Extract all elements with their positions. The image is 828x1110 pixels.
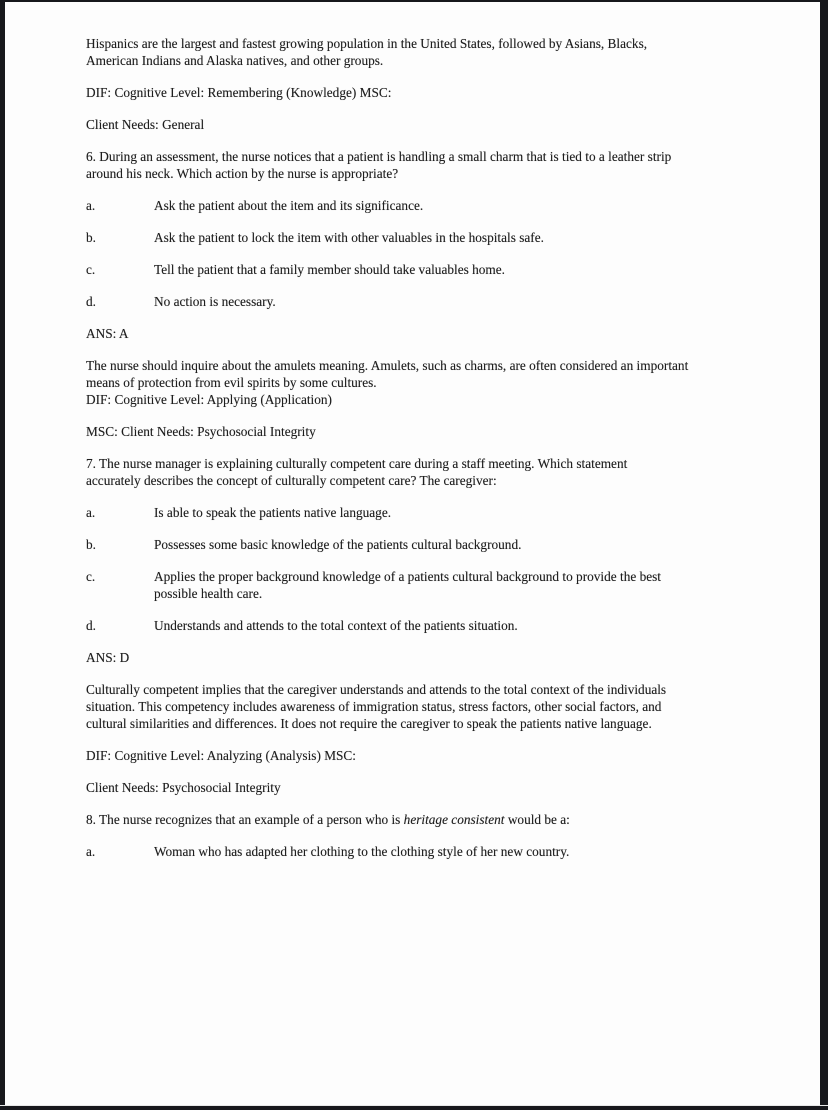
option-letter: b. bbox=[86, 230, 96, 245]
paragraph bbox=[86, 681, 754, 732]
paragraph bbox=[86, 116, 754, 133]
paragraph bbox=[86, 357, 754, 408]
answer-key bbox=[86, 649, 754, 666]
text-line: Ask the patient about the item and its significance. bbox=[154, 198, 424, 213]
text-line: ANS: D bbox=[86, 650, 130, 665]
option-text bbox=[154, 617, 754, 634]
answer-option bbox=[86, 504, 754, 521]
paragraph bbox=[86, 747, 754, 764]
text-line: American Indians and Alaska natives, and other groups. bbox=[86, 53, 384, 68]
text-line: accurately describes the concept of culturally competent care? The caregiver: bbox=[86, 473, 497, 488]
text-line: DIF: Cognitive Level: Analyzing (Analysis) MSC: bbox=[86, 748, 356, 763]
text-line: No action is necessary. bbox=[154, 294, 276, 309]
text-line: DIF: Cognitive Level: Remembering (Knowledge) MSC: bbox=[86, 85, 392, 100]
answer-option bbox=[86, 568, 754, 602]
option-letter: a. bbox=[86, 844, 96, 859]
answer-option bbox=[86, 261, 754, 278]
option-text bbox=[154, 261, 754, 278]
text-line: Client Needs: Psychosocial Integrity bbox=[86, 780, 281, 795]
text-line: ANS: A bbox=[86, 326, 129, 341]
answer-option bbox=[86, 229, 754, 246]
text-line: cultural similarities and differences. It does not require the caregiver to speak the patients native language. bbox=[86, 716, 652, 731]
option-text bbox=[154, 568, 754, 602]
option-text bbox=[154, 536, 754, 553]
paragraph bbox=[86, 423, 754, 440]
paragraph bbox=[86, 35, 754, 69]
italic-term: heritage consistent bbox=[403, 812, 505, 827]
question-text bbox=[86, 811, 754, 828]
document-content bbox=[86, 35, 754, 875]
text-line: MSC: Client Needs: Psychosocial Integrity bbox=[86, 424, 316, 439]
paragraph bbox=[86, 84, 754, 101]
answer-option bbox=[86, 843, 754, 860]
option-letter: d. bbox=[86, 294, 96, 309]
option-letter: a. bbox=[86, 505, 96, 520]
option-text bbox=[154, 843, 754, 860]
text-line: DIF: Cognitive Level: Applying (Application) bbox=[86, 392, 332, 407]
screen-edge-right bbox=[820, 0, 828, 1110]
option-text bbox=[154, 504, 754, 521]
text-line: possible health care. bbox=[154, 586, 263, 601]
answer-option bbox=[86, 293, 754, 310]
text-line: Applies the proper background knowledge of a patients cultural background to provide the best bbox=[154, 569, 661, 584]
text-line: The nurse should inquire about the amulets meaning. Amulets, such as charms, are often considered an important bbox=[86, 358, 689, 373]
text-line: Culturally competent implies that the caregiver understands and attends to the total context of the individuals bbox=[86, 682, 667, 697]
option-text bbox=[154, 229, 754, 246]
option-text bbox=[154, 197, 754, 214]
text-line: Possesses some basic knowledge of the patients cultural background. bbox=[154, 537, 522, 552]
screen-edge-top bbox=[0, 0, 828, 2]
text-line: 7. The nurse manager is explaining culturally competent care during a staff meeting. Which statement bbox=[86, 456, 628, 471]
text-line: Woman who has adapted her clothing to the clothing style of her new country. bbox=[154, 844, 570, 859]
text-line: around his neck. Which action by the nurse is appropriate? bbox=[86, 166, 399, 181]
option-letter: c. bbox=[86, 262, 96, 277]
paragraph bbox=[86, 779, 754, 796]
text-line: Tell the patient that a family member should take valuables home. bbox=[154, 262, 505, 277]
text-line: Is able to speak the patients native language. bbox=[154, 505, 392, 520]
option-letter: b. bbox=[86, 537, 96, 552]
option-text bbox=[154, 293, 754, 310]
text-line: 6. During an assessment, the nurse notices that a patient is handling a small charm that is tied to a leather strip bbox=[86, 149, 672, 164]
text-segment: would be a: bbox=[504, 812, 570, 827]
text-line: means of protection from evil spirits by some cultures. bbox=[86, 375, 377, 390]
text-segment: 8. The nurse recognizes that an example of a person who is bbox=[86, 812, 404, 827]
answer-key bbox=[86, 325, 754, 342]
screen-edge-left bbox=[0, 0, 5, 1110]
option-letter: a. bbox=[86, 198, 96, 213]
option-letter: d. bbox=[86, 618, 96, 633]
text-line: Ask the patient to lock the item with other valuables in the hospitals safe. bbox=[154, 230, 544, 245]
text-line: Client Needs: General bbox=[86, 117, 205, 132]
answer-option bbox=[86, 536, 754, 553]
text-line: Understands and attends to the total context of the patients situation. bbox=[154, 618, 518, 633]
text-line: Hispanics are the largest and fastest growing population in the United States, followed by Asians, Blacks, bbox=[86, 36, 648, 51]
option-letter: c. bbox=[86, 569, 96, 584]
answer-option bbox=[86, 197, 754, 214]
question-text bbox=[86, 148, 754, 182]
text-line: situation. This competency includes awareness of immigration status, stress factors, other social factors, and bbox=[86, 699, 662, 714]
text-line bbox=[86, 811, 754, 828]
question-text bbox=[86, 455, 754, 489]
screen-edge-bottom bbox=[0, 1105, 828, 1110]
answer-option bbox=[86, 617, 754, 634]
